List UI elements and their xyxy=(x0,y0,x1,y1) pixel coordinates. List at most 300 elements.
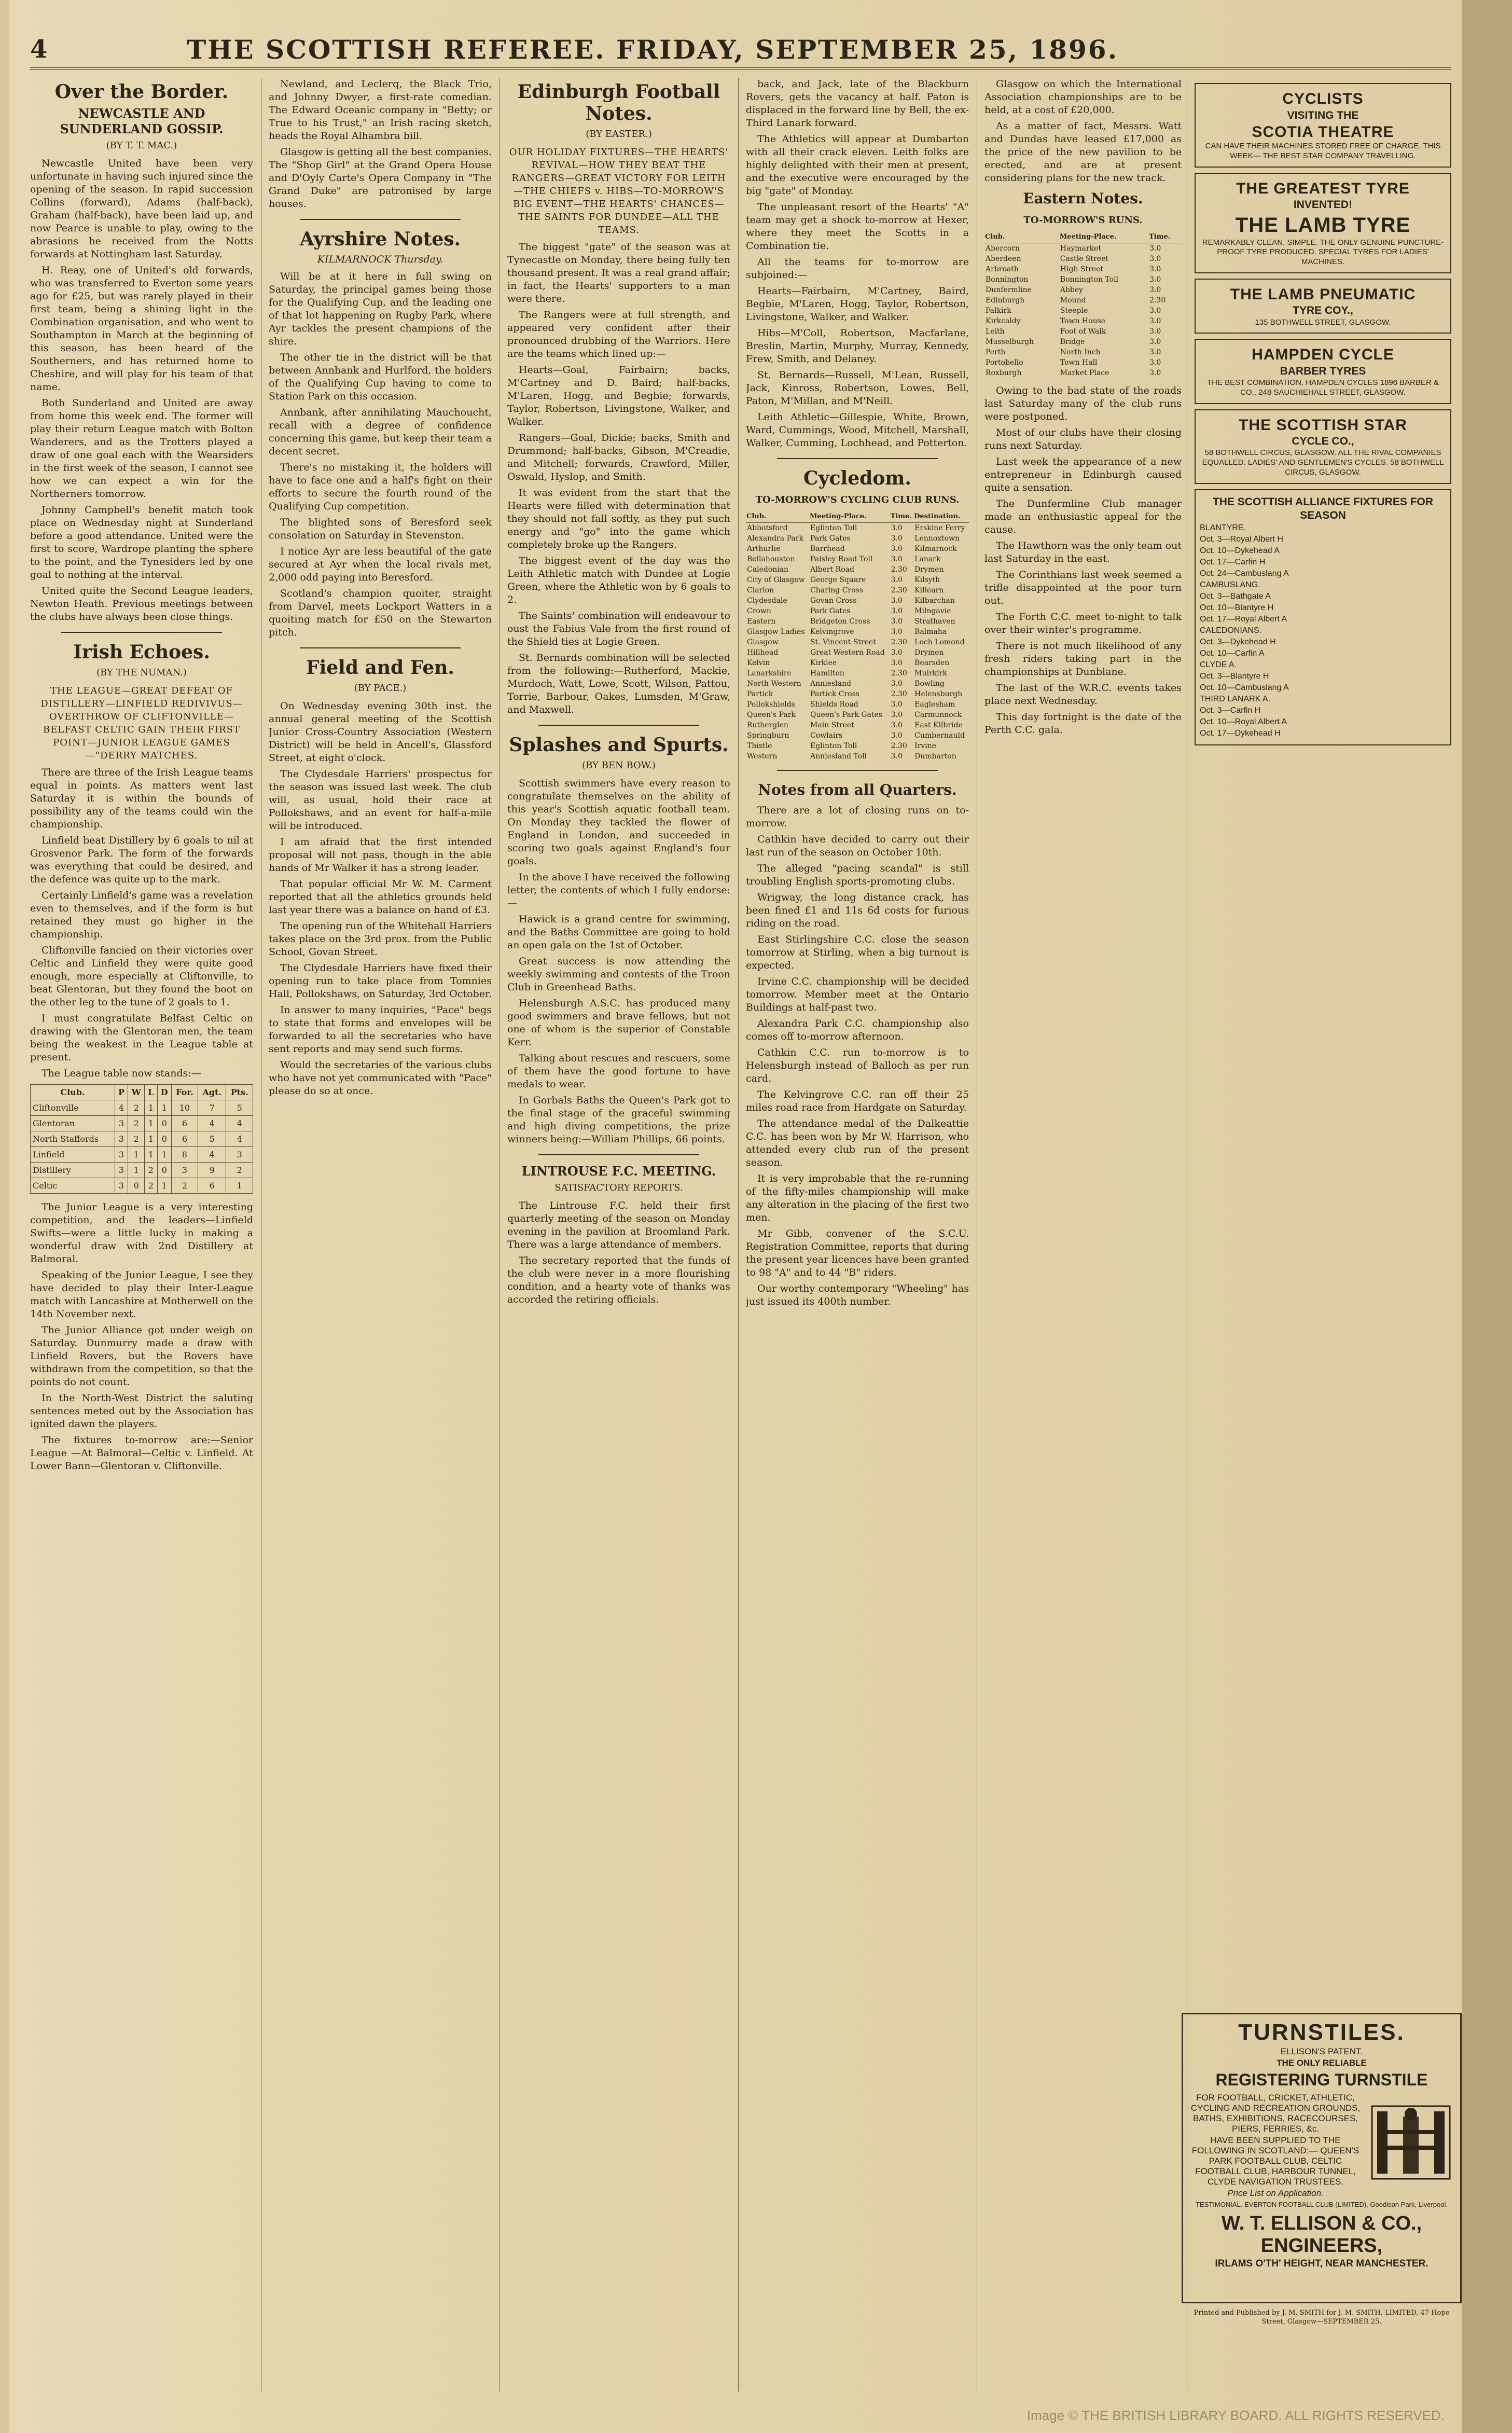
paragraph: Helensburgh A.S.C. has produced many good swimmers and brave fellows, but not one of whom is the superior of Constable Kerr. xyxy=(507,998,730,1048)
headline-ayrshire-notes: Ayrshire Notes. xyxy=(299,228,461,250)
table-cell: 6 xyxy=(171,1131,198,1147)
headline-lintrouse-meeting: LINTROUSE F.C. MEETING. xyxy=(521,1164,716,1179)
table-cell: 6 xyxy=(171,1116,198,1131)
advert-headline: CYCLISTS xyxy=(1282,90,1364,107)
table-caption: The League table now stands:— xyxy=(41,1068,201,1079)
advert-address: IRLAMS O'TH' HEIGHT, NEAR MANCHESTER. xyxy=(1215,2258,1428,2269)
table-cell: Bridge xyxy=(1060,338,1085,346)
newspaper-title: THE SCOTTISH REFEREE. FRIDAY, SEPTEMBER 25, 1896. xyxy=(187,34,1118,65)
paragraph: Last week the appearance of a new entrepreneur in Edinburgh caused quite a sensation. xyxy=(984,456,1182,493)
column-5 xyxy=(984,78,1182,2391)
advert-headline: TURNSTILES. xyxy=(1238,2020,1405,2045)
table-row xyxy=(746,637,969,647)
table-cell: Anniesland Toll xyxy=(810,752,867,761)
column-1 xyxy=(30,78,253,2391)
divider xyxy=(538,1154,699,1155)
advert-headline: THE GREATEST TYRE xyxy=(1236,179,1410,197)
fixture-item: Oct. 10—Blantyre H xyxy=(1200,603,1274,612)
table-cell: Main Street xyxy=(810,721,854,729)
table-row xyxy=(984,347,1182,357)
table-cell: 3.0 xyxy=(891,597,903,605)
table-cell: 3.0 xyxy=(1149,307,1161,315)
table-cell: Mound xyxy=(1060,296,1086,305)
paragraph: Leith Athletic—Gillespie, White, Brown, Ward, Cummings, Wood, Mitchell, Marshall, Walker, Cumming, Lochhead, and Potterton. xyxy=(746,411,969,449)
headline-eastern-notes: Eastern Notes. xyxy=(1023,190,1143,207)
paragraph: Hibs—M'Coll, Robertson, Macfarlane, Breslin, Martin, Murphy, Murray, Kennedy, Frew, Smith, and Delaney. xyxy=(746,327,969,365)
paragraph: In answer to many inquiries, "Pace" begs to state that forms and envelopes will be forwarded to all the secretaries who have sent reports and may send such forms. xyxy=(269,1004,492,1055)
divider xyxy=(777,770,938,771)
advert-headline: THE LAMB PNEUMATIC xyxy=(1230,285,1416,303)
masthead xyxy=(30,31,1451,70)
table-cell: 1 xyxy=(226,1178,253,1194)
table-cell: Linfield xyxy=(31,1147,115,1163)
table-cell: 3.0 xyxy=(1149,327,1161,336)
table-cell: Perth xyxy=(986,348,1006,356)
advert-testimonial: TESTIMONIAL. EVERTON FOOTBALL CLUB (LIMITED), Goodison Park, Liverpool. xyxy=(1196,2201,1448,2208)
table-cell: Lennoxtown xyxy=(914,534,960,543)
divider xyxy=(538,725,699,726)
table-cell: Rutherglen xyxy=(747,721,788,729)
table-cell: 1 xyxy=(145,1147,157,1163)
paragraph: The other tie in the district will be that between Annbank and Hurlford, the holders of the Qualifying Cup having to come to Station Park on this occasion. xyxy=(269,352,492,402)
advert-headline: SCOTIA THEATRE xyxy=(1252,123,1394,141)
column-header: P xyxy=(115,1085,128,1100)
paragraph: The biggest "gate" of the season was at Tynecastle on Monday, there being fully ten thousand present. It was a real grand affair; in fact, the Hearts' supporters to a man were there. xyxy=(507,241,730,305)
table-cell: Abbey xyxy=(1060,286,1084,294)
fixture-item: Oct. 3—Bathgate A xyxy=(1200,592,1271,601)
advert-headline: REGISTERING TURNSTILE xyxy=(1215,2070,1428,2089)
table-cell: Paisley Road Toll xyxy=(810,555,873,563)
paragraph: As a matter of fact, Messrs. Watt and Dundas have leased £17,000 as the price of the new pavilion to be erected, and are at present considering plans for the new track. xyxy=(984,120,1182,184)
divider xyxy=(300,647,461,648)
table-cell: North Inch xyxy=(1060,348,1101,356)
fixture-item: Oct. 3—Blantyre H xyxy=(1200,672,1269,681)
table-cell: 2.30 xyxy=(891,669,907,678)
headline-cycledom: Cycledom. xyxy=(803,467,911,489)
table-row xyxy=(746,699,969,710)
paragraph: In Gorbals Baths the Queen's Park got to the final stage of the graceful swimming and high diving competitions, the prize winners being:—William Phillips, 66 points. xyxy=(507,1095,730,1145)
paragraph: Speaking of the Junior League, I see they have decided to play their Inter-League match with Lancashire at Motherwell on the 14th November next. xyxy=(30,1269,253,1320)
paragraph: There is not much likelihood of any fresh riders taking part in the championships at Dunblane. xyxy=(984,640,1182,678)
fixture-item: Oct. 3—Carfin H xyxy=(1200,706,1261,715)
table-cell: Bearsden xyxy=(914,659,950,667)
table-cell: Pollokshields xyxy=(747,700,795,709)
table-row xyxy=(984,337,1182,347)
table-cell: Eglinton Toll xyxy=(810,742,857,750)
advert-maker: W. T. ELLISON & CO., ENGINEERS, xyxy=(1221,2213,1422,2257)
advert-subline: INVENTED! xyxy=(1293,199,1353,211)
fixture-item: Oct. 17—Dykehead H xyxy=(1200,729,1281,738)
table-cell: 3.0 xyxy=(891,648,903,657)
column-header: Club. xyxy=(984,231,1059,243)
paragraph: The opening run of the Whitehall Harriers takes place on the 3rd prox. from the Public School, Govan Street. xyxy=(269,920,492,958)
alliance-fixtures xyxy=(1195,489,1451,746)
paragraph: It was evident from the start that the Hearts were filled with determination that they should not fall softly, as they put such energy and "go" into the game which completely broke up the Rangers. xyxy=(507,487,730,550)
paragraph: On Wednesday evening 30th inst. the annual general meeting of the Scottish Junior Cross-Country Association (Western District) will be held in Ancell's, Glassford Street, at eight o'clock. xyxy=(269,700,492,764)
table-cell: Glentoran xyxy=(31,1116,115,1131)
table-header-row xyxy=(31,1085,253,1100)
table-row xyxy=(984,306,1182,316)
fixture-item: CALEDONIANS. xyxy=(1200,626,1262,635)
table-cell: Alexandra Park xyxy=(747,534,803,543)
table-header-row xyxy=(984,231,1182,243)
advert-subline: THE ONLY RELIABLE xyxy=(1277,2058,1367,2068)
table-row xyxy=(746,596,969,606)
table-cell: 1 xyxy=(128,1163,145,1178)
table-row xyxy=(31,1178,253,1194)
paragraph: There are three of the Irish League teams equal in points. As matters went last Saturday it is within the bounds of possibility any of the teams could win the championship. xyxy=(30,767,253,830)
advert-body: 58 BOTHWELL CIRCUS, GLASGOW. ALL THE RIVAL COMPANIES EQUALLED. LADIES' AND GENTLEMEN'S CYCLES. 58 BOTHWELL CIRCUS, GLASGOW. xyxy=(1202,448,1444,477)
paragraph: That popular official Mr W. M. Carment reported that all the athletics grounds held last year there was a balance on hand of £3. xyxy=(269,878,492,916)
table-row xyxy=(31,1116,253,1131)
paragraph: I notice Ayr are less beautiful of the gate secured at Ayr when the local rivals met, 2,000 odd paying into Beresford. xyxy=(269,546,492,583)
table-cell: 4 xyxy=(226,1116,253,1131)
table-cell: Falkirk xyxy=(986,307,1011,315)
table-cell: 2.30 xyxy=(891,690,907,698)
paragraph: Scottish swimmers have every reason to congratulate themselves on the ability of this year's Scottish aquatic football team. On Monday they tackled the flower of England in London, and succeeded in scoring two goals against England's four goals. xyxy=(507,778,730,867)
table-row xyxy=(746,751,969,762)
table-cell: Carmunnock xyxy=(914,711,962,719)
table-cell: Clarion xyxy=(747,586,774,595)
table-cell: Erskine Ferry xyxy=(914,524,965,532)
table-cell: 3.0 xyxy=(891,721,903,729)
table-cell: 2 xyxy=(128,1131,145,1147)
table-row xyxy=(984,326,1182,337)
table-cell: 3.0 xyxy=(891,731,903,740)
table-cell: 1 xyxy=(157,1100,171,1116)
table-cell: 3 xyxy=(115,1163,128,1178)
table-row xyxy=(746,679,969,689)
table-cell: 5 xyxy=(198,1131,226,1147)
table-cell: Leith xyxy=(986,327,1005,336)
table-cell: Albert Road xyxy=(810,565,854,574)
table-cell: 2 xyxy=(128,1100,145,1116)
table-cell: St. Vincent Street xyxy=(810,638,876,646)
column-header: Time. xyxy=(890,511,914,523)
table-cell: Aberdeen xyxy=(986,255,1021,263)
table-cell: North Staffords xyxy=(31,1131,115,1147)
table-cell: 3 xyxy=(115,1147,128,1163)
table-row xyxy=(746,564,969,575)
fixture-item: Oct. 10—Cambuslang A xyxy=(1200,683,1289,692)
advert-body: THE BEST COMBINATION. HAMPDEN CYCLES 1896 BARBER & CO., 248 SAUCHIEHALL STREET, GLASGOW. xyxy=(1206,378,1439,397)
fixtures-list xyxy=(1200,522,1446,739)
table-cell: Park Gates xyxy=(810,534,851,543)
advert-headline: THE LAMB TYRE xyxy=(1235,213,1411,237)
table-cell: 2.30 xyxy=(891,742,907,750)
table-cell: Western xyxy=(747,752,778,761)
table-row xyxy=(746,544,969,554)
table-row xyxy=(746,627,969,637)
table-cell: 3.0 xyxy=(891,534,903,543)
copyright-watermark: Image © THE BRITISH LIBRARY BOARD. ALL RIGHTS RESERVED. xyxy=(1027,2408,1445,2423)
advert-hampden-cycle xyxy=(1195,339,1451,404)
table-cell: 3 xyxy=(115,1178,128,1194)
table-cell: 1 xyxy=(157,1147,171,1163)
fixture-item: Oct. 3—Royal Albert H xyxy=(1200,535,1283,544)
table-row xyxy=(746,710,969,720)
table-cell: Caledonian xyxy=(747,565,789,574)
table-cell: 0 xyxy=(157,1163,171,1178)
paragraph: Most of our clubs have their closing runs next Saturday. xyxy=(984,427,1182,451)
subheadline: TO-MORROW'S CYCLING CLUB RUNS. xyxy=(755,494,960,505)
table-cell: Crown xyxy=(747,607,771,615)
column-header: For. xyxy=(171,1085,198,1100)
table-cell: Hillhead xyxy=(747,648,779,657)
table-cell: 3.0 xyxy=(1149,275,1161,284)
table-cell: 3.0 xyxy=(891,607,903,615)
table-header-row xyxy=(746,511,969,523)
headline-over-the-border: Over the Border. xyxy=(54,81,229,103)
table-row xyxy=(746,720,969,730)
table-cell: Strathaven xyxy=(914,617,955,626)
paragraph: The Junior Alliance got under weigh on Saturday. Dunmurry made a draw with Linfield Rovers, but the Rovers have withdrawn from the competition, so that the points do not count. xyxy=(30,1324,253,1388)
fixture-item: CAMBUSLANG. xyxy=(1200,580,1260,589)
paragraph: The last of the W.R.C. events takes place next Wednesday. xyxy=(984,682,1182,707)
table-cell: 1 xyxy=(157,1178,171,1194)
advert-lamb-tyre xyxy=(1195,173,1451,273)
table-row xyxy=(746,730,969,741)
table-cell: 3.0 xyxy=(1149,338,1161,346)
table-cell: 4 xyxy=(198,1116,226,1131)
paragraph: Owing to the bad state of the roads last Saturday many of the club runs were postponed. xyxy=(984,385,1182,422)
paragraph: The fixtures to-morrow are:—Senior League —At Balmoral—Celtic v. Linfield. At Lower Bann—Glentoran v. Cliftonville. xyxy=(30,1434,253,1472)
paragraph: The Dunfermline Club manager made an enthusiastic appeal for the cause. xyxy=(984,498,1182,535)
paragraph: There's no mistaking it, the holders will have to face one and a half's fight on their efforts to secure the fourth round of the Qualifying Cup competition. xyxy=(269,462,492,512)
table-cell: Dumbarton xyxy=(914,752,956,761)
table-cell: Portobello xyxy=(986,358,1023,367)
fixture-item: Oct. 10—Carfin A xyxy=(1200,649,1265,658)
fixture-item: Oct. 10—Dykehead A xyxy=(1200,546,1280,555)
table-cell: Foot of Walk xyxy=(1060,327,1106,336)
table-cell: North Western xyxy=(747,680,801,688)
paragraph: Alexandra Park C.C. championship also comes off to-morrow afternoon. xyxy=(746,1018,969,1042)
table-row xyxy=(984,316,1182,326)
table-cell: Market Place xyxy=(1060,369,1109,377)
table-cell: 9 xyxy=(198,1163,226,1178)
divider xyxy=(61,632,222,633)
column-header: Club. xyxy=(31,1085,115,1100)
paragraph: Rangers—Goal, Dickie; backs, Smith and Drummond; half-backs, Gibson, M'Creadie, and Mitchell; forwards, Crawford, Miller, Oswald, Hyslop, and Smith. xyxy=(507,432,730,482)
table-cell: Abercorn xyxy=(986,244,1020,253)
turnstile-illustration xyxy=(1367,2096,1455,2184)
page-number: 4 xyxy=(30,35,48,64)
paragraph: The biggest event of the day was the Leith Athletic match with Dundee at Logie Green, where the Athletic won by 6 goals to 2. xyxy=(507,555,730,605)
column-header: Meeting-Place. xyxy=(809,511,890,523)
headline-notes-from-all-quarters: Notes from all Quarters. xyxy=(758,781,957,798)
advert-body: FOR FOOTBALL, CRICKET, ATHLETIC, CYCLING AND RECREATION GROUNDS, BATHS, EXHIBITIONS, RACECOURSES, PIERS, FERRIES, &c. xyxy=(1190,2093,1361,2134)
paragraph: The Clydesdale Harriers' prospectus for the season was issued last week. The club will, as usual, hold their race at Pollokshaws, and an event for half-a-mile will be introduced. xyxy=(269,768,492,832)
paragraph: The blighted sons of Beresford seek consolation on Saturday in Stevenston. xyxy=(269,517,492,541)
paragraph: I am afraid that the first intended proposal will not pass, though in the able hands of Mr Walker it has a strong leader. xyxy=(269,836,492,874)
paragraph: Scotland's champion quoiter, straight from Darvel, meets Lockport Watters in a quoiting match for £50 on the Stewarton pitch. xyxy=(269,588,492,638)
paragraph: The alleged "pacing scandal" is still troubling English sports-promoting clubs. xyxy=(746,863,969,887)
subheadline: TO-MORROW'S RUNS. xyxy=(1023,215,1143,226)
table-cell: Bonnington Toll xyxy=(1060,275,1119,284)
table-cell: 3.0 xyxy=(891,659,903,667)
column-header: Destination. xyxy=(913,511,969,523)
advert-body: CAN HAVE THEIR MACHINES STORED FREE OF CHARGE. THIS WEEK— THE BEST STAR COMPANY TRAVELLING. xyxy=(1205,142,1441,160)
table-row xyxy=(746,606,969,616)
table-cell: Eastern xyxy=(747,617,776,626)
paragraph: The Rangers were at full strength, and appeared very confident after their pronounced drubbing of the Warriors. Here are the teams which lined up:— xyxy=(507,309,730,360)
table-cell: Cumbernauld xyxy=(914,731,965,740)
paragraph: Talking about rescues and rescuers, some of them have the good fortune to have medals to wear. xyxy=(507,1053,730,1090)
column-rule xyxy=(738,78,739,2391)
table-cell: East Kilbride xyxy=(914,721,963,729)
table-row xyxy=(984,285,1182,295)
paragraph: Cliftonville fancied on their victories over Celtic and Linfield they were quite good enough, more especially at Cliftonville, to beat Glentoran, but they found the boot on the other leg to the tune of 2 goals to 1. xyxy=(30,945,253,1008)
table-row xyxy=(984,274,1182,285)
table-row xyxy=(746,668,969,679)
table-cell: 3.0 xyxy=(1149,369,1161,377)
advert-subline: BARBER TYRES xyxy=(1280,365,1366,377)
table-cell: 7 xyxy=(198,1100,226,1116)
advertisement-column xyxy=(1195,78,1451,1997)
advert-body: REMARKABLY CLEAN, SIMPLE. THE ONLY GENUINE PUNCTURE-PROOF TYRE PRODUCED. SPECIAL TYRES FOR LADIES' MACHINES. xyxy=(1202,238,1444,266)
table-cell: 2.30 xyxy=(891,638,907,646)
table-cell: Kelvin xyxy=(747,659,770,667)
table-cell: Hamilton xyxy=(810,669,844,678)
table-cell: Bonnington xyxy=(986,275,1029,284)
advert-lamb-pneumatic xyxy=(1195,279,1451,334)
advert-body: 135 BOTHWELL STREET, GLASGOW. xyxy=(1255,317,1391,327)
advert-headline: HAMPDEN CYCLE xyxy=(1252,346,1394,364)
page-edge xyxy=(1462,0,1512,2433)
paragraph: Wrigway, the long distance crack, has been fined £1 and 11s 6d costs for furious riding on the road. xyxy=(746,892,969,929)
column-4 xyxy=(746,78,969,2391)
paragraph: All the teams for to-morrow are subjoined:— xyxy=(746,256,969,281)
column-2 xyxy=(269,78,492,2391)
paragraph: Both Sunderland and United are away from home this week end. The former will play their return League match with Bolton Wanderers, and as the Trotters played a draw of one goal each with the Wearsiders in the first week of the season, I cannot see how we can expect a win for the Northerners tomorrow. xyxy=(30,397,253,500)
table-row xyxy=(746,575,969,585)
fixture-item: Oct. 10—Royal Albert A xyxy=(1200,717,1287,726)
headline-field-and-fen: Field and Fen. xyxy=(306,657,454,679)
table-cell: 6 xyxy=(198,1178,226,1194)
byline: (BY BEN BOW.) xyxy=(582,760,656,771)
table-row xyxy=(984,368,1182,378)
paragraph: There are a lot of closing runs on to-morrow. xyxy=(746,805,969,829)
table-cell: Kirkcaldy xyxy=(986,317,1021,325)
paragraph: I must congratulate Belfast Celtic on drawing with the Glentoran men, the team being the weakest in the League table at present. xyxy=(30,1013,253,1063)
subheadline: NEWCASTLE AND SUNDERLAND GOSSIP. xyxy=(60,106,224,136)
table-cell: Great Western Road xyxy=(810,648,885,657)
headline-edinburgh-football-notes: Edinburgh Football Notes. xyxy=(517,81,720,125)
advert-headline: THE SCOTTISH STAR xyxy=(1239,416,1407,434)
table-cell: Drymen xyxy=(914,648,944,657)
table-cell: 2 xyxy=(128,1116,145,1131)
table-cell: 3.0 xyxy=(891,576,903,584)
paragraph: The Saints' combination will endeavour to oust the Fabius Vale from the first round of the Shield ties at Logie Green. xyxy=(507,610,730,647)
table-row xyxy=(746,658,969,668)
table-cell: Kirklee xyxy=(810,659,837,667)
byline: (BY T. T. MAC.) xyxy=(106,140,177,151)
table-cell: Glasgow xyxy=(747,638,779,646)
fixture-item: THIRD LANARK A. xyxy=(1200,695,1271,703)
paragraph: Hawick is a grand centre for swimming, and the Baths Committee are going to hold an open gala on the 1st of October. xyxy=(507,914,730,951)
table-cell: 3 xyxy=(226,1147,253,1163)
table-cell: 0 xyxy=(157,1116,171,1131)
byline: (BY PACE.) xyxy=(354,683,407,694)
divider xyxy=(777,458,938,459)
paragraph: The Kelvingrove C.C. ran off their 25 miles road race from Hardgate on Saturday. xyxy=(746,1089,969,1113)
table-cell: Clydesdale xyxy=(747,597,787,605)
table-cell: George Square xyxy=(810,576,866,584)
table-cell: Barrhead xyxy=(810,545,845,553)
fixture-item: Oct. 3—Dykehead H xyxy=(1200,638,1276,646)
table-cell: 4 xyxy=(115,1100,128,1116)
table-cell: Abbotsford xyxy=(747,524,788,532)
table-cell: Eaglesham xyxy=(914,700,955,709)
paragraph: Would the secretaries of the various clubs who have not yet communicated with "Pace" please do so at once. xyxy=(269,1059,492,1097)
table-row xyxy=(984,264,1182,274)
table-cell: 2.30 xyxy=(891,586,907,595)
table-cell: 3 xyxy=(115,1116,128,1131)
fixture-item: Oct. 24—Cambuslang A xyxy=(1200,569,1289,578)
table-cell: Bridgeton Cross xyxy=(810,617,870,626)
column-header: D xyxy=(157,1085,171,1100)
paragraph: The Corinthians last week seemed a trifle disappointed at the poor turn out. xyxy=(984,569,1182,606)
paragraph: Certainly Linfield's game was a revelation even to themselves, and if the form is but retained they must go higher in the championship. xyxy=(30,890,253,940)
paragraph: Our worthy contemporary "Wheeling" has just issued its 400th number. xyxy=(746,1283,969,1307)
subheadline: SATISFACTORY REPORTS. xyxy=(554,1182,683,1193)
table-row xyxy=(984,295,1182,306)
table-cell: 4 xyxy=(226,1131,253,1147)
paragraph: Annbank, after annihilating Mauchoucht, recall with a degree of confidence concerning this game, but keep their team a decent secret. xyxy=(269,407,492,457)
table-cell: Town House xyxy=(1060,317,1106,325)
table-cell: 2 xyxy=(145,1178,157,1194)
table-cell: 10 xyxy=(171,1100,198,1116)
table-cell: 2 xyxy=(226,1163,253,1178)
table-cell: 3.0 xyxy=(891,711,903,719)
table-cell: 3.0 xyxy=(891,545,903,553)
table-row xyxy=(746,585,969,596)
league-table xyxy=(30,1084,253,1194)
table-cell: Killearn xyxy=(914,586,944,595)
table-cell: Celtic xyxy=(31,1178,115,1194)
table-cell: Kilmarnock xyxy=(914,545,957,553)
paragraph: Newland, and Leclerq, the Black Trio, and Johnny Dwyer, a first-rate comedian. The Edward Oceanic company in "Betty; or True to his Trust," an Irish racing sketch, heads the Royal Alhambra bill. xyxy=(269,78,492,142)
table-row xyxy=(31,1163,253,1178)
table-cell: Castle Street xyxy=(1060,255,1108,263)
table-cell: 0 xyxy=(128,1178,145,1194)
table-cell: 3.0 xyxy=(1149,348,1161,356)
table-cell: Town Hall xyxy=(1060,358,1098,367)
paragraph: H. Reay, one of United's old forwards, who was transferred to Everton some years ago for £25, but was rarely played in their first team, being a shining light in the Combination organisation, and who went to Southampton in March at the beginning of this season, has been heard of the Southerners, and has returned home to Cheshire, and will play for his team of that name. xyxy=(30,265,253,393)
table-cell: 3.0 xyxy=(891,617,903,626)
eastern-runs-table xyxy=(984,231,1182,378)
paragraph: The Junior League is a very interesting competition, and the leaders—Linfield Swifts—were a little lucky in making a wonderful draw with 2nd Distillery at Balmoral. xyxy=(30,1201,253,1265)
fixture-item: Oct. 17—Royal Albert A xyxy=(1200,615,1287,624)
table-cell: 3.0 xyxy=(1149,244,1161,253)
table-cell: 3.0 xyxy=(891,628,903,636)
table-cell: Govan Cross xyxy=(810,597,857,605)
table-row xyxy=(984,357,1182,368)
table-cell: City of Glasgow xyxy=(747,576,805,584)
table-cell: Helensburgh xyxy=(914,690,963,698)
table-cell: 3.0 xyxy=(1149,286,1161,294)
column-header: L xyxy=(145,1085,157,1100)
table-cell: 3.0 xyxy=(1149,358,1161,367)
table-cell: Anniesland xyxy=(810,680,851,688)
paragraph: Newcastle United have been very unfortunate in having such injured since the opening of the season. In rapid succession Collins (forward), Adams (half-back), Graham (half-back), have been laid up, and now Pearce is unable to play, owing to the abrasions he received from the Notts forwards at Nottingham last Saturday. xyxy=(30,158,253,260)
paragraph: The unpleasant resort of the Hearts' "A" team may get a shock to-morrow at Hexer, where they meet the Scotts in a Combination tie. xyxy=(746,201,969,252)
paragraph: East Stirlingshire C.C. close the season tomorrow at Stirling, when a big turnout is expected. xyxy=(746,934,969,971)
table-cell: Springburn xyxy=(747,731,789,740)
fixture-item: BLANTYRE. xyxy=(1200,523,1246,532)
paragraph: Mr Gibb, convener of the S.C.U. Registration Committee, reports that during the present year licences have been granted to 98 "A" and to 44 "B" riders. xyxy=(746,1228,969,1278)
paragraph: This day fortnight is the date of the Perth C.C. gala. xyxy=(984,711,1182,736)
